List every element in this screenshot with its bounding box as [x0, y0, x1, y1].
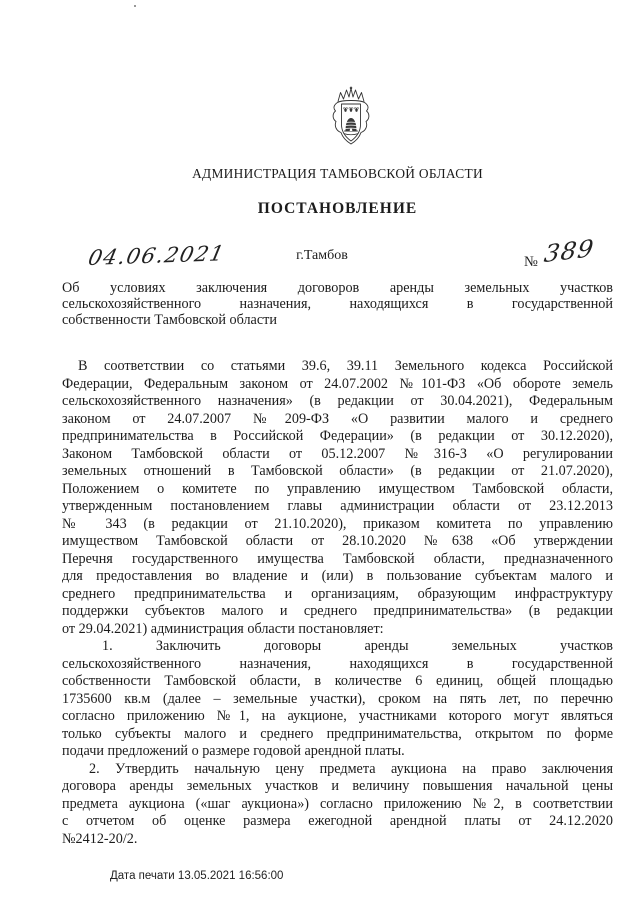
text-line: 2. Утвердить начальную цену предмета аукциона на право заключения — [89, 760, 613, 777]
text-line: законом от 24.07.2007 №209-ФЗ «О развитии малого и среднего — [62, 410, 613, 427]
text-line: Об условиях заключения договоров аренды земельных участков — [62, 280, 613, 296]
text-line: 1735600 кв.м (далее – земельные участки), сроком на пять лет, по перечню — [62, 690, 613, 707]
text-line: имуществом Тамбовской области от 28.10.2020 №638 «Об утверждении — [62, 533, 613, 549]
handwritten-date: 04.06.2021 — [86, 241, 228, 270]
handwritten-number: 389 — [542, 234, 596, 269]
text-line: с отчетом об оценке размера ежегодной арендной платы от 24.12.2020 — [62, 813, 613, 829]
text-line: В соответствии со статьями 39.6, 39.11 Земельного кодекса Российской — [78, 358, 613, 374]
text-line: договора аренды земельных участков и величину повышения начальной цены — [62, 778, 613, 794]
document-body — [62, 358, 613, 848]
preamble-paragraph — [62, 358, 613, 638]
text-line: предпринимательства в Российской Федерации» (в редакции от 30.12.2020), — [62, 428, 613, 444]
text-line: Федерации, Федеральным законом от 24.07.2002 №101-ФЗ «Об обороте земель — [62, 375, 613, 392]
text-line: утвержденным постановлением главы администрации области от 23.12.2013 — [62, 498, 613, 514]
text-line: 1. Заключить договоры аренды земельных участков — [102, 638, 613, 654]
text-line: предмета аукциона («шаг аукциона») согласно приложению №2, в соответствии — [62, 795, 613, 812]
print-date-footer: Дата печати 13.05.2021 16:56:00 — [110, 870, 284, 882]
text-line: среднего предпринимательства и организациям, образующим инфраструктуру — [62, 585, 613, 602]
text-line: сельскохозяйственного назначения, находящихся в государственной — [62, 296, 613, 312]
text-line: от 29.04.2021) администрация области постановляет: — [62, 620, 384, 637]
text-line: поддержки субъектов малого и среднего предпринимательства» (в редакции — [62, 603, 613, 619]
date-number-row — [0, 234, 640, 282]
text-line: Законом Тамбовской области от 05.12.2007 №316-З «О регулировании — [62, 445, 613, 462]
text-line: сельскохозяйственного назначения» (в редакции от 30.04.2021), Федеральным — [62, 393, 613, 409]
text-line: для предоставления во владение и (или) в пользование субъектам малого и — [62, 568, 613, 584]
text-line: № 343 (в редакции от 21.10.2020), приказом комитета по управлению — [62, 515, 613, 532]
clause-2-paragraph — [62, 761, 613, 849]
clause-1-paragraph — [62, 638, 613, 761]
subject-block — [62, 280, 613, 328]
text-line: собственности Тамбовской области — [62, 312, 277, 328]
organization-name: АДМИНИСТРАЦИЯ ТАМБОВСКОЙ ОБЛАСТИ — [192, 166, 483, 181]
text-line: земельных отношений в Тамбовской области» (в редакции от 21.07.2020), — [62, 463, 613, 479]
number-sign: № — [524, 254, 538, 270]
text-line: согласно приложению №1, на аукционе, участниками которого могут являться — [62, 708, 613, 724]
text-line: сельскохозяйственного назначения, находящихся в государственной — [62, 655, 613, 672]
document-number — [524, 234, 596, 272]
text-line: подачи предложений о размере годовой арендной платы. — [62, 743, 405, 759]
city-label: г.Тамбов — [296, 248, 348, 263]
text-line: собственности Тамбовской области, в количестве 6 единиц, общей площадью — [62, 673, 613, 689]
text-line: №2412-20/2. — [62, 830, 138, 847]
text-line: Положением о комитете по управлению имуществом Тамбовской области, — [62, 480, 613, 497]
document-type-title: ПОСТАНОВЛЕНИЕ — [257, 200, 418, 217]
scan-artifact-dot — [134, 5, 136, 7]
text-line: Перечня государственного имущества Тамбовской области, предназначенного — [62, 550, 613, 567]
coat-of-arms-icon — [322, 86, 380, 149]
text-line: только субъекты малого и среднего предпринимательства, открытом по форме — [62, 725, 613, 742]
